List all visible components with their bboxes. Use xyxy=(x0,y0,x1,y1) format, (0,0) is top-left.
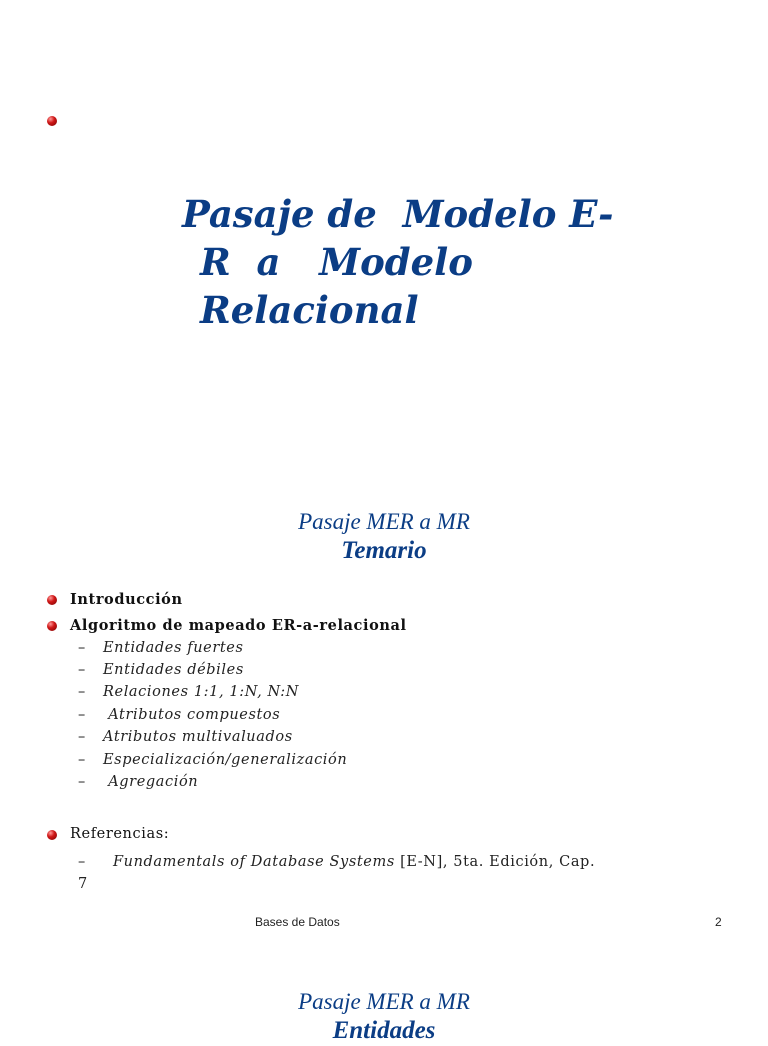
subitem-agregacion xyxy=(78,774,198,790)
footer-page-number: 2 xyxy=(715,915,722,929)
title-line-2: R a Modelo xyxy=(200,240,473,284)
subitem-label: Agregación xyxy=(103,774,199,790)
bullet-icon xyxy=(47,830,57,840)
subitem-entidades-debiles xyxy=(78,662,244,678)
slide2-header-main: Temario xyxy=(341,537,427,564)
subitem-label: Entidades débiles xyxy=(103,662,244,678)
subitem-entidades-fuertes xyxy=(78,640,244,656)
subitem-especializacion xyxy=(78,752,347,768)
footer-center: Bases de Datos xyxy=(255,915,340,929)
subitem-label: Entidades fuertes xyxy=(103,640,244,656)
item-introduccion: Introducción xyxy=(70,591,183,608)
subitem-atributos-compuestos xyxy=(78,707,280,723)
dash: – xyxy=(78,774,86,790)
subitem-label: Especialización/generalización xyxy=(103,752,348,768)
bullet-icon xyxy=(47,595,57,605)
reference-book-title: Fundamentals of Database Systems xyxy=(113,854,395,870)
subitem-label: Atributos multivaluados xyxy=(103,729,293,745)
dash: – xyxy=(78,662,86,678)
subitem-atributos-multivaluados xyxy=(78,729,293,745)
title-line-3: Relacional xyxy=(200,288,419,332)
dash: – xyxy=(78,707,86,723)
slide3-header xyxy=(0,988,768,1046)
reference-rest: [E-N], 5ta. Edición, Cap. xyxy=(394,854,596,870)
slide1-title xyxy=(182,190,614,334)
slide1-bullet-icon xyxy=(47,116,57,126)
title-line-1: Pasaje de Modelo E- xyxy=(182,192,614,236)
subitem-label: Atributos compuestos xyxy=(103,707,281,723)
dash: – xyxy=(78,752,86,768)
dash: – xyxy=(78,684,86,700)
reference-continuation: 7 xyxy=(78,876,88,892)
slide3-header-sub: Pasaje MER a MR xyxy=(298,989,470,1014)
subitem-label: Relaciones 1:1, 1:N, N:N xyxy=(103,684,300,700)
bullet-icon xyxy=(47,621,57,631)
item-algoritmo: Algoritmo de mapeado ER-a-relacional xyxy=(70,617,407,634)
dash: – xyxy=(78,854,86,870)
slide3-header-main: Entidades xyxy=(332,1017,436,1044)
subitem-relaciones xyxy=(78,684,299,700)
dash: – xyxy=(78,640,86,656)
slide2-header xyxy=(0,508,768,566)
reference-line xyxy=(78,854,595,870)
references-label: Referencias: xyxy=(70,826,170,842)
dash: – xyxy=(78,729,86,745)
slide2-header-sub: Pasaje MER a MR xyxy=(298,509,470,534)
